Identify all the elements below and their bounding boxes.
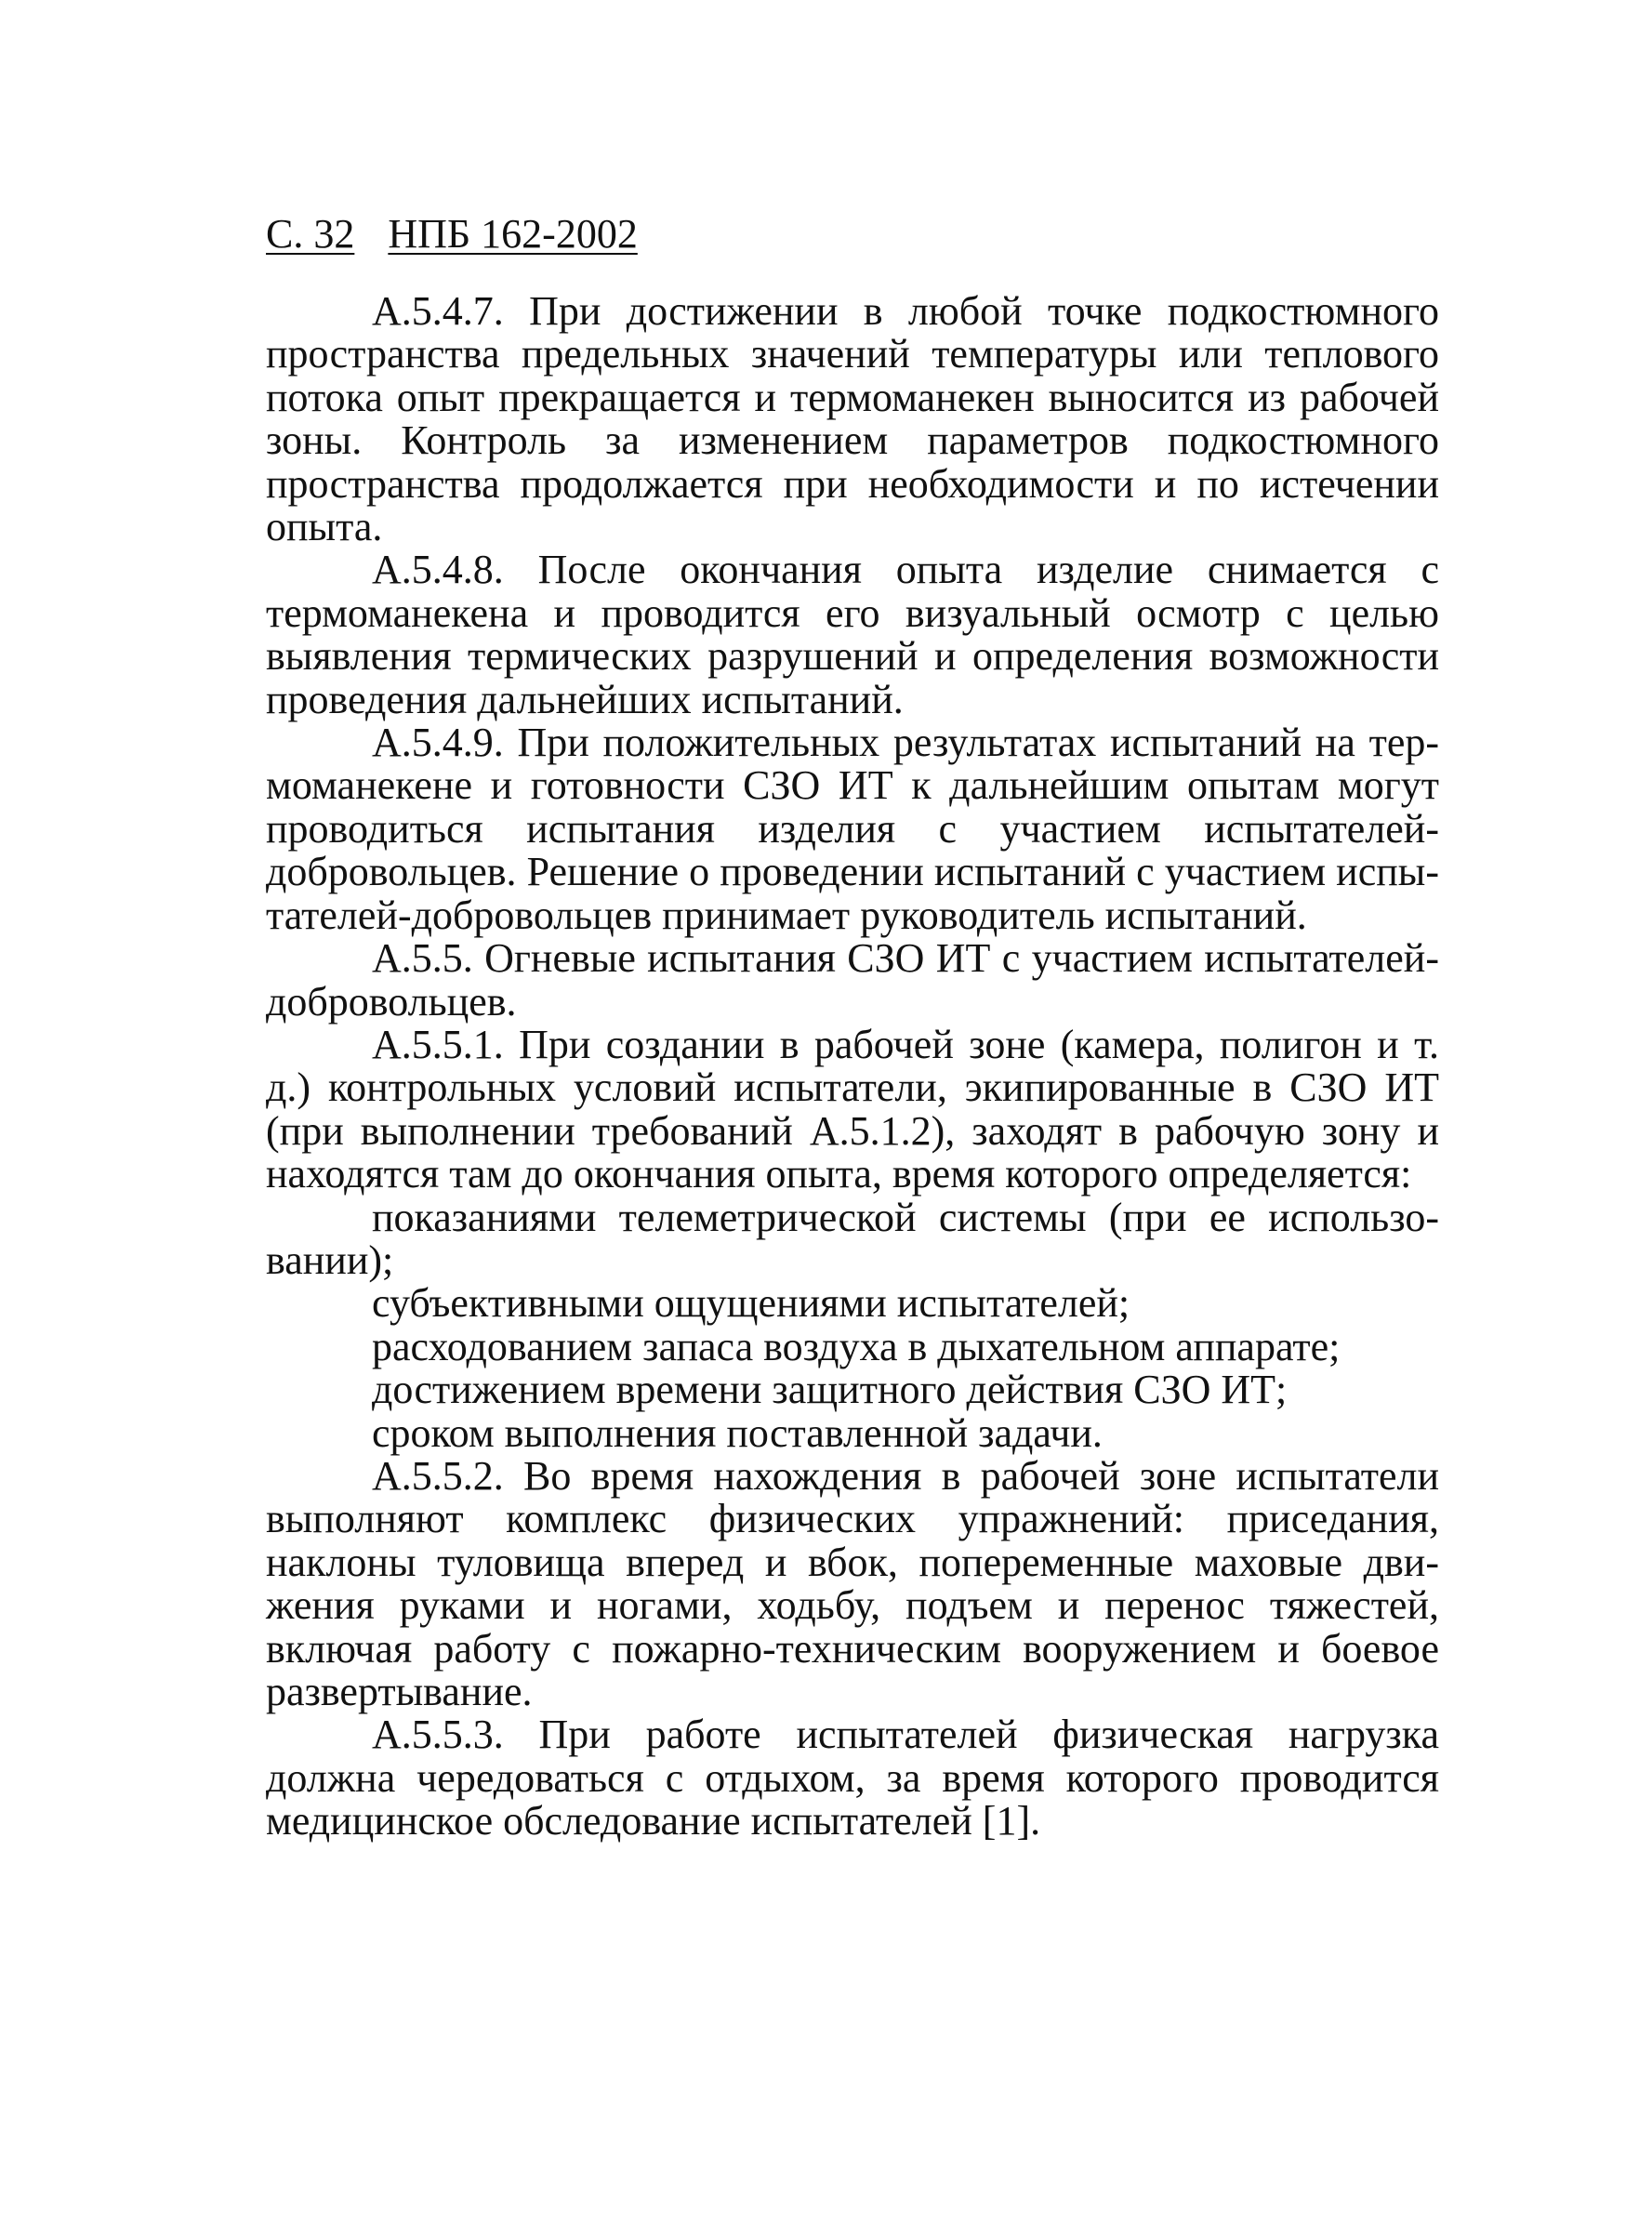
list-item-protection-time: достижением времени защитного действия СЗО ИТ; xyxy=(372,1367,1288,1413)
page-header xyxy=(266,210,638,258)
paragraph-a-5-4-7: А.5.4.7. При достижении в любой точке подкостюмного пространства предельных значений температуры или теплового потока опыт прекращается и термоманекен выносится из рабочей зоны. Контроль за изменением параметров подкостюмного пространства продолжается при необходимости и по истечении опыта. xyxy=(266,288,1439,550)
page-number: С. 32 xyxy=(266,211,355,257)
list-item-subjective: субъективными ощущениями испытателей; xyxy=(372,1280,1130,1327)
paragraph-a-5-4-9: А.5.4.9. При положительных результатах испытаний на термоманекене и готовности СЗО ИТ к дальнейшим опытам могут проводиться испытания изделия с участием испытателей-добровольцев. Решение о проведении испытаний с участием испытателей-добровольцев принимает руководитель испытаний. xyxy=(266,720,1439,938)
list-item-task-deadline: сроком выполнения поставленной задачи. xyxy=(372,1409,1103,1456)
paragraph-a-5-5: А.5.5. Огневые испытания СЗО ИТ с участием испытателей-добровольцев. xyxy=(266,935,1439,1025)
paragraph-a-5-5-2: А.5.5.2. Во время нахождения в рабочей зоне испытатели выполняют комплекс физических упражнений: приседания, наклоны туловища вперед и вбок, попеременные маховые движения руками и ногами, ходьбу, подъем и перенос тяжестей, включая работу с пожарно-техническим вооружением и боевое развертывание. xyxy=(266,1452,1439,1714)
list-item-telemetry: показаниями телеметрической системы (при ее использовании); xyxy=(266,1194,1439,1283)
document-code: НПБ 162-2002 xyxy=(388,211,638,257)
paragraph-a-5-4-8: А.5.4.8. После окончания опыта изделие снимается с термоманекена и проводится его визуальный осмотр с целью выявления термических разрушений и определения возможности проведения дальнейших испытаний. xyxy=(266,547,1439,722)
paragraph-a-5-5-3: А.5.5.3. При работе испытателей физическая нагрузка должна чередоваться с отдыхом, за время которого проводится медицинское обследование испытателей [1]. xyxy=(266,1712,1439,1844)
paragraph-a-5-5-1: А.5.5.1. При создании в рабочей зоне (камера, полигон и т. д.) контрольных условий испытатели, экипированные в СЗО ИТ (при выполнении требований А.5.1.2), заходят в рабочую зону и находятся там до окончания опыта, время которого определяется: xyxy=(266,1021,1439,1197)
document-body xyxy=(266,290,1439,1844)
list-item-air-supply: расходованием запаса воздуха в дыхательном аппарате; xyxy=(372,1323,1341,1369)
